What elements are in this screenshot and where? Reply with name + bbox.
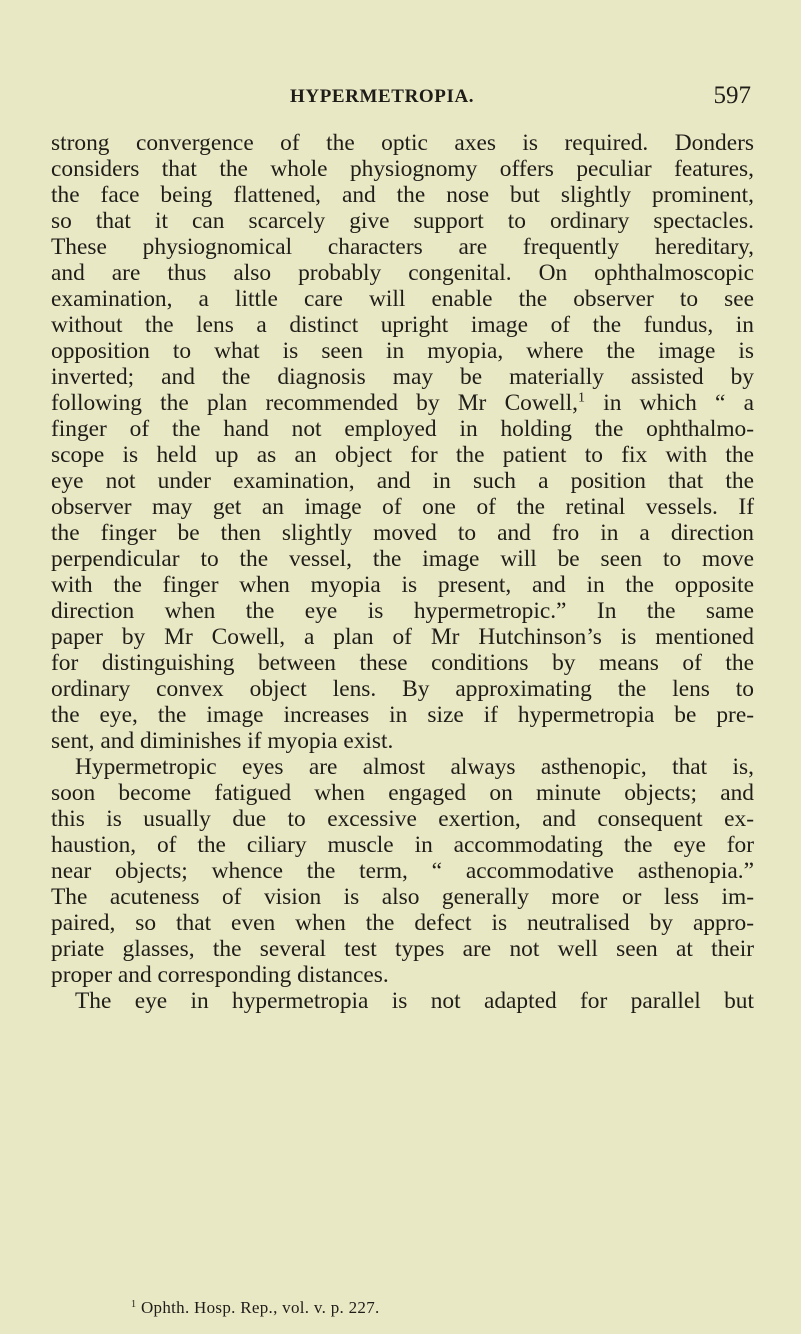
text-fragment: following the plan recommended by Mr Cowell, bbox=[51, 390, 578, 416]
text-line: so that it can scarcely give support to ordinary spectacles. bbox=[51, 208, 754, 234]
text-line: for distinguishing between these conditions by means of the bbox=[51, 650, 754, 676]
text-line: haustion, of the ciliary muscle in accommodating the eye for bbox=[51, 832, 754, 858]
text-line: soon become fatigued when engaged on minute objects; and bbox=[51, 780, 754, 806]
text-line: opposition to what is seen in myopia, where the image is bbox=[51, 338, 754, 364]
text-line: with the finger when myopia is present, and in the opposite bbox=[51, 572, 754, 598]
footnote-reference: 1 bbox=[577, 389, 585, 406]
footnote-marker: 1 bbox=[131, 1298, 137, 1310]
footnote bbox=[131, 1298, 380, 1318]
text-line: finger of the hand not employed in holding the ophthalmo- bbox=[51, 416, 754, 442]
text-line: the face being flattened, and the nose but slightly prominent, bbox=[51, 182, 754, 208]
text-line: near objects; whence the term, “ accommodative asthenopia.” bbox=[51, 858, 754, 884]
text-line: eye not under examination, and in such a position that the bbox=[51, 468, 754, 494]
text-line: Hypermetropic eyes are almost always asthenopic, that is, bbox=[75, 754, 754, 780]
paragraph-1 bbox=[51, 130, 754, 754]
text-line: without the lens a distinct upright image of the fundus, in bbox=[51, 312, 754, 338]
text-line: ordinary convex object lens. By approximating the lens to bbox=[51, 676, 754, 702]
text-line-with-footnote bbox=[51, 390, 754, 416]
page-number: 597 bbox=[713, 82, 751, 109]
text-line: strong convergence of the optic axes is required. Donders bbox=[51, 130, 754, 156]
text-line: examination, a little care will enable the observer to see bbox=[51, 286, 754, 312]
text-line: proper and corresponding distances. bbox=[51, 962, 389, 988]
text-line: and are thus also probably congenital. On ophthalmoscopic bbox=[51, 260, 754, 286]
text-line: the finger be then slightly moved to and fro in a direction bbox=[51, 520, 754, 546]
text-line: The eye in hypermetropia is not adapted for parallel but bbox=[75, 988, 754, 1014]
running-title: HYPERMETROPIA. bbox=[290, 86, 475, 107]
text-line: perpendicular to the vessel, the image will be seen to move bbox=[51, 546, 754, 572]
text-line: sent, and diminishes if myopia exist. bbox=[51, 728, 394, 754]
text-line: scope is held up as an object for the patient to fix with the bbox=[51, 442, 754, 468]
footnote-text: Ophth. Hosp. Rep., vol. v. p. 227. bbox=[136, 1298, 380, 1317]
paragraph-3 bbox=[51, 988, 754, 1014]
text-line: the eye, the image increases in size if hypermetropia be pre- bbox=[51, 702, 754, 728]
text-line: direction when the eye is hypermetropic.” In the same bbox=[51, 598, 754, 624]
paragraph-2 bbox=[51, 754, 754, 988]
text-line: These physiognomical characters are frequently hereditary, bbox=[51, 234, 754, 260]
text-line: considers that the whole physiognomy offers peculiar features, bbox=[51, 156, 754, 182]
text-line: this is usually due to excessive exertion, and consequent ex- bbox=[51, 806, 754, 832]
text-line: priate glasses, the several test types are not well seen at their bbox=[51, 936, 754, 962]
text-line: paired, so that even when the defect is neutralised by appro- bbox=[51, 910, 754, 936]
text-line: The acuteness of vision is also generally more or less im- bbox=[51, 884, 754, 910]
text-line: paper by Mr Cowell, a plan of Mr Hutchinson’s is mentioned bbox=[51, 624, 754, 650]
text-line: observer may get an image of one of the retinal vessels. If bbox=[51, 494, 754, 520]
text-fragment: in which “ a bbox=[585, 390, 754, 416]
body-text bbox=[51, 130, 754, 1014]
text-line: inverted; and the diagnosis may be materially assisted by bbox=[51, 364, 754, 390]
running-head bbox=[0, 82, 801, 116]
